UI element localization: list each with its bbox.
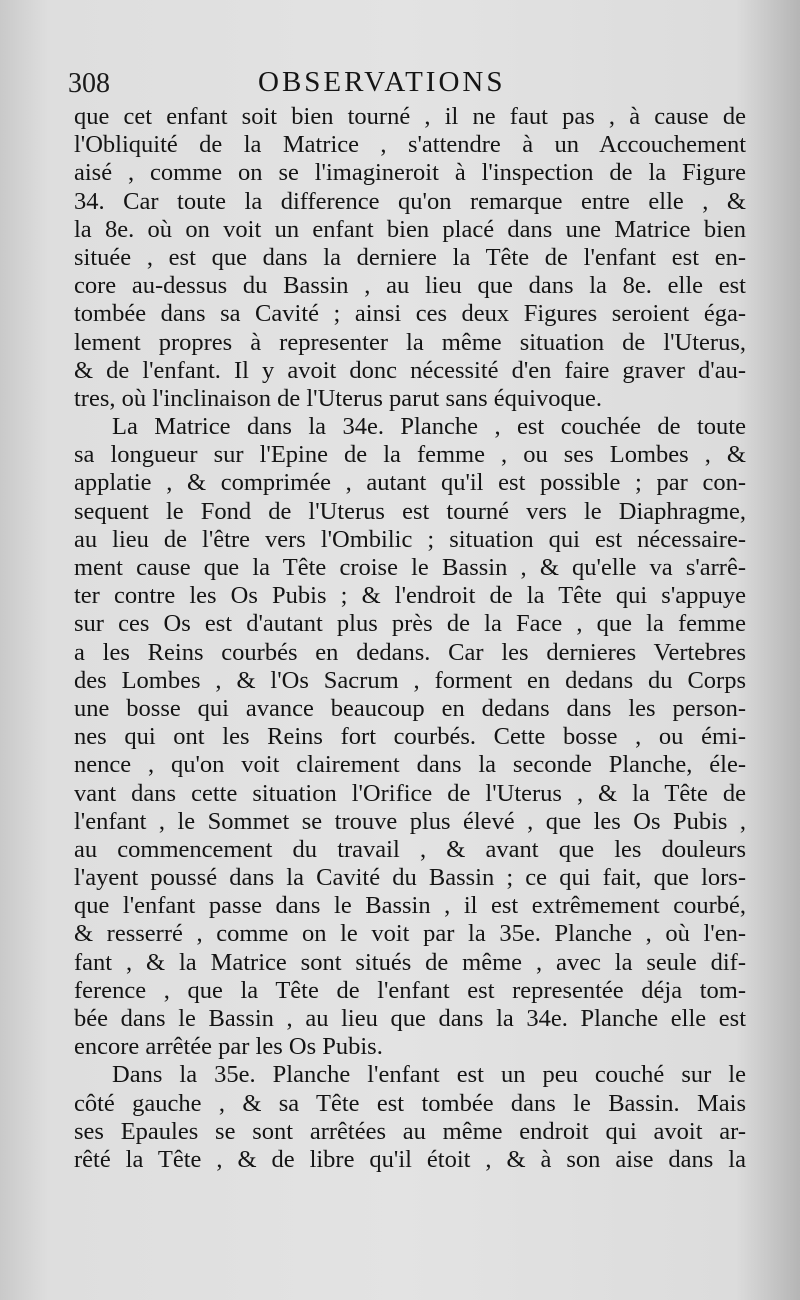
body-text <box>74 103 746 1174</box>
text-line: & de l'enfant. Il y avoit donc nécessité d'en faire graver d'au- <box>74 356 746 384</box>
text-line: des Lombes , & l'Os Sacrum , forment en dedans du Corps <box>74 666 746 694</box>
text-line: au commencement du travail , & avant que les douleurs <box>74 835 746 863</box>
text-line: côté gauche , & sa Tête est tombée dans le Bassin. Mais <box>74 1089 746 1117</box>
text-line: 34. Car toute la difference qu'on remarque entre elle , & <box>74 187 746 215</box>
text-line: nence , qu'on voit clairement dans la seconde Planche, éle- <box>74 751 746 779</box>
text-line: tres, où l'inclinaison de l'Uterus parut sans équivoque. <box>74 384 602 412</box>
text-line: Dans la 35e. Planche l'enfant est un peu couché sur le <box>112 1061 746 1089</box>
text-line: La Matrice dans la 34e. Planche , est couchée de toute <box>112 413 746 441</box>
text-line: rêté la Tête , & de libre qu'il étoit , & à son aise dans la <box>74 1145 746 1173</box>
text-line: applatie , & comprimée , autant qu'il est possible ; par con- <box>74 469 746 497</box>
text-line: ter contre les Os Pubis ; & l'endroit de la Tête qui s'appuye <box>74 582 746 610</box>
text-line: la 8e. où on voit un enfant bien placé dans une Matrice bien <box>74 215 746 243</box>
text-line: nes qui ont les Reins fort courbés. Cette bosse , ou émi- <box>74 723 746 751</box>
text-line: core au-dessus du Bassin , au lieu que dans la 8e. elle est <box>74 272 746 300</box>
text-line: sequent le Fond de l'Uterus est tourné vers le Diaphragme, <box>74 497 746 525</box>
text-line: que l'enfant passe dans le Bassin , il est extrêmement courbé, <box>74 892 746 920</box>
text-line: ference , que la Tête de l'enfant est representée déja tom- <box>74 976 746 1004</box>
text-line: ment cause que la Tête croise le Bassin , & qu'elle va s'arrê- <box>74 554 746 581</box>
text-line: ses Epaules se sont arrêtées au même endroit qui avoit ar- <box>74 1117 746 1145</box>
text-line: que cet enfant soit bien tourné , il ne faut pas , à cause de <box>74 103 746 130</box>
text-line: lement propres à representer la même situation de l'Uterus, <box>74 328 746 356</box>
text-line: l'ayent poussé dans la Cavité du Bassin ; ce qui fait, que lors- <box>74 864 746 892</box>
text-line: bée dans le Bassin , au lieu que dans la 34e. Planche elle est <box>74 1005 746 1032</box>
page-number: 308 <box>68 68 110 99</box>
text-line: sa longueur sur l'Epine de la femme , ou ses Lombes , & <box>74 441 746 469</box>
text-line: tombée dans sa Cavité ; ainsi ces deux Figures seroient éga- <box>74 300 746 328</box>
text-line: située , est que dans la derniere la Tête de l'enfant est en- <box>74 243 746 271</box>
text-line: aisé , comme on se l'imagineroit à l'inspection de la Figure <box>74 159 746 187</box>
text-line: fant , & la Matrice sont situés de même , avec la seule dif- <box>74 948 746 976</box>
text-line: au lieu de l'être vers l'Ombilic ; situation qui est nécessaire- <box>74 525 746 553</box>
text-line: a les Reins courbés en dedans. Car les dernieres Vertebres <box>74 638 746 666</box>
text-line: encore arrêtée par les Os Pubis. <box>74 1033 383 1061</box>
text-line: sur ces Os est d'autant plus près de la Face , que la femme <box>74 610 746 638</box>
running-title: OBSERVATIONS <box>258 66 506 98</box>
text-line: l'Obliquité de la Matrice , s'attendre à un Accouchement <box>74 131 746 159</box>
text-line: vant dans cette situation l'Orifice de l'Uterus , & la Tête de <box>74 779 746 807</box>
text-line: une bosse qui avance beaucoup en dedans dans les person- <box>74 694 746 722</box>
text-line: l'enfant , le Sommet se trouve plus élevé , que les Os Pubis , <box>74 807 746 835</box>
page-header <box>68 64 748 104</box>
text-line: & resserré , comme on le voit par la 35e. Planche , où l'en- <box>74 920 746 948</box>
